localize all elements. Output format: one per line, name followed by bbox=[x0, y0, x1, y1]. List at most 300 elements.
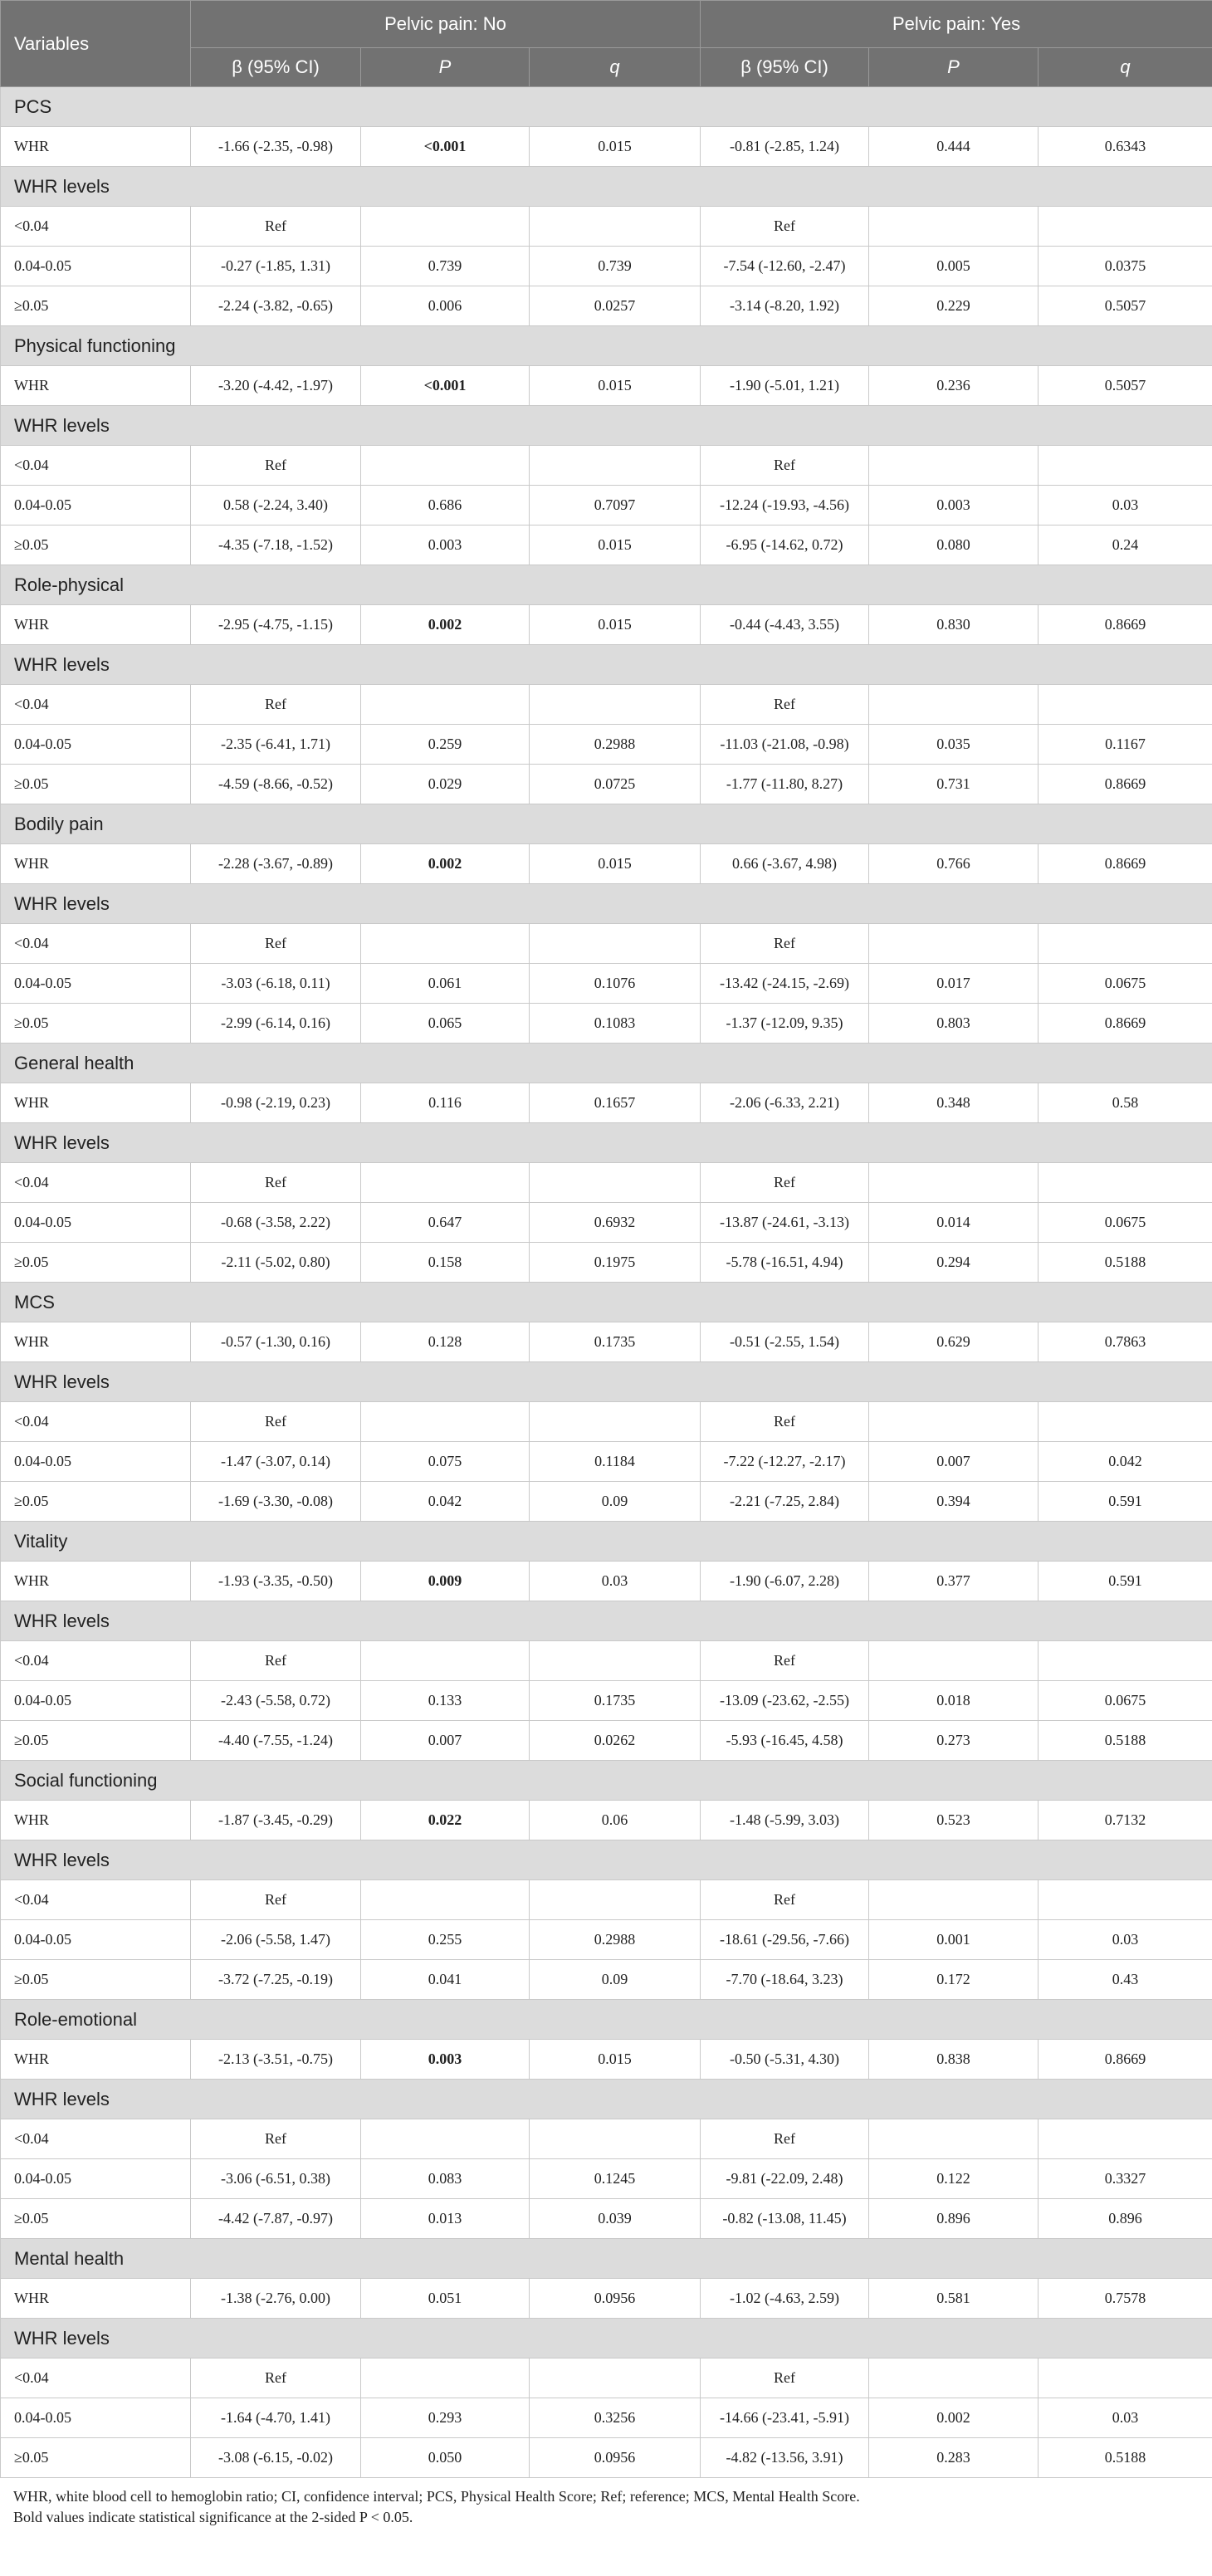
section-title: WHR levels bbox=[1, 645, 1212, 685]
p-value-no bbox=[361, 1641, 530, 1681]
row-label: ≥0.05 bbox=[1, 1243, 191, 1283]
beta-yes: -1.77 (-11.80, 8.27) bbox=[701, 765, 869, 804]
row-label: ≥0.05 bbox=[1, 525, 191, 565]
beta-yes: -2.21 (-7.25, 2.84) bbox=[701, 1482, 869, 1522]
beta-no: Ref bbox=[191, 924, 361, 964]
p-value-yes: 0.283 bbox=[869, 2438, 1039, 2478]
beta-yes: Ref bbox=[701, 685, 869, 725]
p-value-no bbox=[361, 924, 530, 964]
q-value-no: 0.0956 bbox=[530, 2438, 701, 2478]
p-value-no bbox=[361, 127, 530, 167]
beta-yes: 0.66 (-3.67, 4.98) bbox=[701, 844, 869, 884]
table-row bbox=[1, 1442, 1212, 1482]
beta-no: -0.57 (-1.30, 0.16) bbox=[191, 1322, 361, 1362]
p-value-yes: 0.766 bbox=[869, 844, 1039, 884]
table-row bbox=[1, 1322, 1212, 1362]
row-label: ≥0.05 bbox=[1, 1960, 191, 2000]
q-value-no bbox=[530, 1880, 701, 1920]
row-label: 0.04-0.05 bbox=[1, 2159, 191, 2199]
q-value-no: 0.7097 bbox=[530, 486, 701, 525]
table-row bbox=[1, 127, 1212, 167]
table-row bbox=[1, 1641, 1212, 1681]
beta-yes: -5.78 (-16.51, 4.94) bbox=[701, 1243, 869, 1283]
q-value-no: 0.0725 bbox=[530, 765, 701, 804]
p-value-yes: 0.348 bbox=[869, 1083, 1039, 1123]
p-value-yes: 0.830 bbox=[869, 605, 1039, 645]
row-label: <0.04 bbox=[1, 446, 191, 486]
p-value-yes bbox=[869, 207, 1039, 247]
table-row bbox=[1, 964, 1212, 1004]
q-value-no: 0.015 bbox=[530, 605, 701, 645]
p-value-no: 0.259 bbox=[361, 725, 530, 765]
section-title: PCS bbox=[1, 87, 1212, 127]
beta-no: Ref bbox=[191, 446, 361, 486]
q-value-yes: 0.1167 bbox=[1039, 725, 1212, 765]
p-value-no: 0.029 bbox=[361, 765, 530, 804]
row-label: <0.04 bbox=[1, 207, 191, 247]
beta-no: -2.06 (-5.58, 1.47) bbox=[191, 1920, 361, 1960]
q-value-no bbox=[530, 1163, 701, 1203]
beta-no: Ref bbox=[191, 1163, 361, 1203]
q-value-yes: 0.591 bbox=[1039, 1562, 1212, 1601]
beta-no: -0.27 (-1.85, 1.31) bbox=[191, 247, 361, 286]
beta-no: Ref bbox=[191, 685, 361, 725]
row-label: WHR bbox=[1, 1083, 191, 1123]
row-label: 0.04-0.05 bbox=[1, 964, 191, 1004]
p-value-yes: 0.444 bbox=[869, 127, 1039, 167]
table-row bbox=[1, 725, 1212, 765]
row-label: WHR bbox=[1, 844, 191, 884]
beta-no: -1.47 (-3.07, 0.14) bbox=[191, 1442, 361, 1482]
beta-no: -3.72 (-7.25, -0.19) bbox=[191, 1960, 361, 2000]
row-label: 0.04-0.05 bbox=[1, 1203, 191, 1243]
table-row bbox=[1, 2040, 1212, 2080]
table-row bbox=[1, 525, 1212, 565]
beta-no: Ref bbox=[191, 2119, 361, 2159]
p-value-no bbox=[361, 605, 530, 645]
q-value-yes: 0.7578 bbox=[1039, 2279, 1212, 2319]
section-title: Physical functioning bbox=[1, 326, 1212, 366]
p-value-no: 0.003 bbox=[361, 525, 530, 565]
table-row bbox=[1, 486, 1212, 525]
beta-no: -2.99 (-6.14, 0.16) bbox=[191, 1004, 361, 1044]
row-label: 0.04-0.05 bbox=[1, 247, 191, 286]
table-row bbox=[1, 286, 1212, 326]
row-label: <0.04 bbox=[1, 1880, 191, 1920]
table-row bbox=[1, 605, 1212, 645]
q-value-no: 0.0257 bbox=[530, 286, 701, 326]
q-value-yes: 0.0675 bbox=[1039, 1681, 1212, 1721]
table-row bbox=[1, 1801, 1212, 1840]
p-value-no: 0.051 bbox=[361, 2279, 530, 2319]
p-value-yes bbox=[869, 1641, 1039, 1681]
beta-header-yes: β (95% CI) bbox=[701, 48, 869, 87]
beta-yes: -9.81 (-22.09, 2.48) bbox=[701, 2159, 869, 2199]
row-label: 0.04-0.05 bbox=[1, 1681, 191, 1721]
abbreviation-note: WHR, white blood cell to hemoglobin ratio; CI, confidence interval; PCS, Physical Health Score; Ref; reference; MCS, Mental Health Score. bbox=[13, 2488, 860, 2505]
p-value-no bbox=[361, 844, 530, 884]
q-value-no: 0.03 bbox=[530, 1562, 701, 1601]
p-value-yes: 0.017 bbox=[869, 964, 1039, 1004]
section-row bbox=[1, 1522, 1212, 1562]
q-value-no: 0.739 bbox=[530, 247, 701, 286]
beta-header-no: β (95% CI) bbox=[191, 48, 361, 87]
row-label: 0.04-0.05 bbox=[1, 1442, 191, 1482]
row-label: <0.04 bbox=[1, 1641, 191, 1681]
section-title: Bodily pain bbox=[1, 804, 1212, 844]
q-value-yes bbox=[1039, 685, 1212, 725]
section-row bbox=[1, 326, 1212, 366]
q-value-no: 0.015 bbox=[530, 2040, 701, 2080]
q-value-yes: 0.8669 bbox=[1039, 844, 1212, 884]
p-value-no: 0.158 bbox=[361, 1243, 530, 1283]
section-row bbox=[1, 406, 1212, 446]
q-value-yes: 0.5057 bbox=[1039, 366, 1212, 406]
section-title: WHR levels bbox=[1, 884, 1212, 924]
p-value-yes: 0.003 bbox=[869, 486, 1039, 525]
q-value-no: 0.015 bbox=[530, 525, 701, 565]
p-value-yes: 0.294 bbox=[869, 1243, 1039, 1283]
q-value-no bbox=[530, 1402, 701, 1442]
section-title: Role-physical bbox=[1, 565, 1212, 605]
table-header bbox=[1, 1, 1212, 87]
beta-yes: -3.14 (-8.20, 1.92) bbox=[701, 286, 869, 326]
q-value-yes: 0.5057 bbox=[1039, 286, 1212, 326]
p-value-no: 0.739 bbox=[361, 247, 530, 286]
q-value-no bbox=[530, 207, 701, 247]
section-title: Vitality bbox=[1, 1522, 1212, 1562]
q-value-no: 0.015 bbox=[530, 127, 701, 167]
q-value-no: 0.1735 bbox=[530, 1681, 701, 1721]
row-label: ≥0.05 bbox=[1, 765, 191, 804]
beta-yes: Ref bbox=[701, 1641, 869, 1681]
p-value-no bbox=[361, 1402, 530, 1442]
table-row bbox=[1, 2279, 1212, 2319]
beta-no: -1.38 (-2.76, 0.00) bbox=[191, 2279, 361, 2319]
section-title: WHR levels bbox=[1, 2319, 1212, 2358]
q-value-no bbox=[530, 2358, 701, 2398]
beta-no: -2.35 (-6.41, 1.71) bbox=[191, 725, 361, 765]
q-value-no: 0.09 bbox=[530, 1482, 701, 1522]
p-value-no: 0.042 bbox=[361, 1482, 530, 1522]
q-value-yes: 0.042 bbox=[1039, 1442, 1212, 1482]
table-row bbox=[1, 1402, 1212, 1442]
row-label: WHR bbox=[1, 127, 191, 167]
row-label: ≥0.05 bbox=[1, 2199, 191, 2239]
table-row bbox=[1, 207, 1212, 247]
section-row bbox=[1, 1044, 1212, 1083]
beta-yes: -0.51 (-2.55, 1.54) bbox=[701, 1322, 869, 1362]
section-row bbox=[1, 804, 1212, 844]
beta-yes: Ref bbox=[701, 924, 869, 964]
section-title: WHR levels bbox=[1, 406, 1212, 446]
section-title: Mental health bbox=[1, 2239, 1212, 2279]
p-value-yes: 0.014 bbox=[869, 1203, 1039, 1243]
table-row bbox=[1, 1243, 1212, 1283]
p-value-yes: 0.629 bbox=[869, 1322, 1039, 1362]
table-row bbox=[1, 2398, 1212, 2438]
beta-no: 0.58 (-2.24, 3.40) bbox=[191, 486, 361, 525]
q-header-yes: q bbox=[1039, 48, 1212, 87]
section-title: Social functioning bbox=[1, 1761, 1212, 1801]
section-row bbox=[1, 87, 1212, 127]
table-row bbox=[1, 2119, 1212, 2159]
row-label: 0.04-0.05 bbox=[1, 2398, 191, 2438]
q-value-yes: 0.58 bbox=[1039, 1083, 1212, 1123]
section-title: WHR levels bbox=[1, 167, 1212, 207]
p-value-yes: 0.122 bbox=[869, 2159, 1039, 2199]
q-value-no: 0.2988 bbox=[530, 725, 701, 765]
beta-yes: -7.22 (-12.27, -2.17) bbox=[701, 1442, 869, 1482]
section-row bbox=[1, 2000, 1212, 2040]
table-row bbox=[1, 1681, 1212, 1721]
p-value-yes: 0.273 bbox=[869, 1721, 1039, 1761]
row-label: 0.04-0.05 bbox=[1, 725, 191, 765]
p-value-yes bbox=[869, 2119, 1039, 2159]
q-value-yes bbox=[1039, 2358, 1212, 2398]
p-value-no bbox=[361, 366, 530, 406]
beta-no: Ref bbox=[191, 2358, 361, 2398]
p-value-no: 0.065 bbox=[361, 1004, 530, 1044]
q-value-no: 0.1735 bbox=[530, 1322, 701, 1362]
q-value-yes: 0.7132 bbox=[1039, 1801, 1212, 1840]
row-label: WHR bbox=[1, 366, 191, 406]
row-label: ≥0.05 bbox=[1, 2438, 191, 2478]
beta-no: -4.35 (-7.18, -1.52) bbox=[191, 525, 361, 565]
variables-header: Variables bbox=[1, 1, 191, 87]
beta-no: Ref bbox=[191, 1880, 361, 1920]
p-value-no bbox=[361, 685, 530, 725]
beta-yes: Ref bbox=[701, 1402, 869, 1442]
q-value-no bbox=[530, 2119, 701, 2159]
section-title: MCS bbox=[1, 1283, 1212, 1322]
q-value-yes bbox=[1039, 207, 1212, 247]
p-value-no bbox=[361, 2119, 530, 2159]
significant-p-value: 0.002 bbox=[428, 855, 462, 872]
table-row bbox=[1, 1203, 1212, 1243]
q-value-yes: 0.0375 bbox=[1039, 247, 1212, 286]
p-value-yes: 0.007 bbox=[869, 1442, 1039, 1482]
section-row bbox=[1, 1362, 1212, 1402]
beta-no: -3.08 (-6.15, -0.02) bbox=[191, 2438, 361, 2478]
p-value-no: 0.083 bbox=[361, 2159, 530, 2199]
beta-yes: -12.24 (-19.93, -4.56) bbox=[701, 486, 869, 525]
row-label: <0.04 bbox=[1, 1402, 191, 1442]
p-value-yes: 0.018 bbox=[869, 1681, 1039, 1721]
p-value-yes bbox=[869, 1163, 1039, 1203]
table-row bbox=[1, 2438, 1212, 2478]
p-value-no bbox=[361, 1880, 530, 1920]
section-row bbox=[1, 167, 1212, 207]
beta-no: -2.11 (-5.02, 0.80) bbox=[191, 1243, 361, 1283]
significant-p-value: 0.002 bbox=[428, 616, 462, 633]
p-value-yes: 0.523 bbox=[869, 1801, 1039, 1840]
q-value-yes: 0.24 bbox=[1039, 525, 1212, 565]
row-label: WHR bbox=[1, 1562, 191, 1601]
section-row bbox=[1, 1761, 1212, 1801]
section-row bbox=[1, 2319, 1212, 2358]
section-title: WHR levels bbox=[1, 1123, 1212, 1163]
section-title: General health bbox=[1, 1044, 1212, 1083]
beta-yes: -13.09 (-23.62, -2.55) bbox=[701, 1681, 869, 1721]
p-value-yes: 0.803 bbox=[869, 1004, 1039, 1044]
beta-yes: -0.50 (-5.31, 4.30) bbox=[701, 2040, 869, 2080]
section-row bbox=[1, 1123, 1212, 1163]
beta-yes: -1.90 (-5.01, 1.21) bbox=[701, 366, 869, 406]
row-label: ≥0.05 bbox=[1, 1482, 191, 1522]
p-value-yes: 0.236 bbox=[869, 366, 1039, 406]
p-value-no: 0.116 bbox=[361, 1083, 530, 1123]
q-value-yes: 0.591 bbox=[1039, 1482, 1212, 1522]
table-row bbox=[1, 1920, 1212, 1960]
row-label: ≥0.05 bbox=[1, 286, 191, 326]
q-value-yes bbox=[1039, 1880, 1212, 1920]
beta-yes: -0.82 (-13.08, 11.45) bbox=[701, 2199, 869, 2239]
beta-yes: -0.44 (-4.43, 3.55) bbox=[701, 605, 869, 645]
q-value-yes bbox=[1039, 1402, 1212, 1442]
row-label: <0.04 bbox=[1, 2119, 191, 2159]
beta-no: -3.20 (-4.42, -1.97) bbox=[191, 366, 361, 406]
section-title: WHR levels bbox=[1, 2080, 1212, 2119]
beta-yes: -4.82 (-13.56, 3.91) bbox=[701, 2438, 869, 2478]
beta-no: -2.28 (-3.67, -0.89) bbox=[191, 844, 361, 884]
beta-yes: Ref bbox=[701, 2119, 869, 2159]
table-row bbox=[1, 446, 1212, 486]
q-value-yes: 0.5188 bbox=[1039, 1243, 1212, 1283]
p-value-yes: 0.731 bbox=[869, 765, 1039, 804]
q-value-yes bbox=[1039, 2119, 1212, 2159]
table-row bbox=[1, 1482, 1212, 1522]
beta-yes: -1.48 (-5.99, 3.03) bbox=[701, 1801, 869, 1840]
p-header-yes: P bbox=[869, 48, 1039, 87]
table-row bbox=[1, 1083, 1212, 1123]
p-value-no: 0.061 bbox=[361, 964, 530, 1004]
q-value-yes bbox=[1039, 1641, 1212, 1681]
p-value-yes bbox=[869, 446, 1039, 486]
p-value-yes bbox=[869, 1880, 1039, 1920]
table-row bbox=[1, 1960, 1212, 2000]
q-value-no: 0.1076 bbox=[530, 964, 701, 1004]
section-row bbox=[1, 565, 1212, 605]
beta-no: Ref bbox=[191, 1402, 361, 1442]
beta-no: -1.93 (-3.35, -0.50) bbox=[191, 1562, 361, 1601]
q-value-no: 0.2988 bbox=[530, 1920, 701, 1960]
q-value-no: 0.1184 bbox=[530, 1442, 701, 1482]
beta-yes: -13.87 (-24.61, -3.13) bbox=[701, 1203, 869, 1243]
p-value-no: 0.686 bbox=[361, 486, 530, 525]
q-value-no: 0.1245 bbox=[530, 2159, 701, 2199]
table-row bbox=[1, 685, 1212, 725]
beta-no: -2.13 (-3.51, -0.75) bbox=[191, 2040, 361, 2080]
p-value-no bbox=[361, 2358, 530, 2398]
beta-yes: -5.93 (-16.45, 4.58) bbox=[701, 1721, 869, 1761]
beta-yes: -14.66 (-23.41, -5.91) bbox=[701, 2398, 869, 2438]
beta-yes: -11.03 (-21.08, -0.98) bbox=[701, 725, 869, 765]
beta-no: -1.87 (-3.45, -0.29) bbox=[191, 1801, 361, 1840]
beta-yes: Ref bbox=[701, 207, 869, 247]
p-value-no: 0.075 bbox=[361, 1442, 530, 1482]
beta-yes: Ref bbox=[701, 2358, 869, 2398]
p-value-yes bbox=[869, 2358, 1039, 2398]
section-row bbox=[1, 1283, 1212, 1322]
beta-yes: -1.02 (-4.63, 2.59) bbox=[701, 2279, 869, 2319]
q-value-yes: 0.8669 bbox=[1039, 2040, 1212, 2080]
beta-no: -0.68 (-3.58, 2.22) bbox=[191, 1203, 361, 1243]
row-label: 0.04-0.05 bbox=[1, 1920, 191, 1960]
group-no-header: Pelvic pain: No bbox=[191, 1, 701, 48]
beta-no: -1.66 (-2.35, -0.98) bbox=[191, 127, 361, 167]
section-row bbox=[1, 645, 1212, 685]
q-value-no: 0.3256 bbox=[530, 2398, 701, 2438]
beta-no: -4.40 (-7.55, -1.24) bbox=[191, 1721, 361, 1761]
p-value-no: 0.041 bbox=[361, 1960, 530, 2000]
beta-no: -1.69 (-3.30, -0.08) bbox=[191, 1482, 361, 1522]
row-label: 0.04-0.05 bbox=[1, 486, 191, 525]
p-value-no bbox=[361, 2040, 530, 2080]
q-value-no bbox=[530, 446, 701, 486]
section-title: WHR levels bbox=[1, 1362, 1212, 1402]
beta-yes: -0.81 (-2.85, 1.24) bbox=[701, 127, 869, 167]
p-value-yes: 0.229 bbox=[869, 286, 1039, 326]
row-label: ≥0.05 bbox=[1, 1004, 191, 1044]
significant-p-value: 0.003 bbox=[428, 2051, 462, 2067]
table-row bbox=[1, 1562, 1212, 1601]
beta-no: -2.95 (-4.75, -1.15) bbox=[191, 605, 361, 645]
q-value-no: 0.0956 bbox=[530, 2279, 701, 2319]
section-title: WHR levels bbox=[1, 1840, 1212, 1880]
p-value-no: 0.006 bbox=[361, 286, 530, 326]
q-value-yes: 0.0675 bbox=[1039, 1203, 1212, 1243]
p-value-yes: 0.080 bbox=[869, 525, 1039, 565]
significance-note: Bold values indicate statistical significance at the 2-sided P < 0.05. bbox=[13, 2509, 413, 2525]
table-row bbox=[1, 247, 1212, 286]
group-yes-header: Pelvic pain: Yes bbox=[701, 1, 1212, 48]
q-header-no: q bbox=[530, 48, 701, 87]
q-value-yes: 0.03 bbox=[1039, 2398, 1212, 2438]
q-value-yes: 0.43 bbox=[1039, 1960, 1212, 2000]
p-value-yes: 0.838 bbox=[869, 2040, 1039, 2080]
p-value-yes: 0.581 bbox=[869, 2279, 1039, 2319]
table-row bbox=[1, 844, 1212, 884]
p-value-yes: 0.377 bbox=[869, 1562, 1039, 1601]
q-value-no: 0.1975 bbox=[530, 1243, 701, 1283]
q-value-yes: 0.5188 bbox=[1039, 2438, 1212, 2478]
section-row bbox=[1, 1840, 1212, 1880]
q-value-yes bbox=[1039, 924, 1212, 964]
p-value-no bbox=[361, 1163, 530, 1203]
beta-no: -3.06 (-6.51, 0.38) bbox=[191, 2159, 361, 2199]
table-row bbox=[1, 2358, 1212, 2398]
q-value-yes: 0.3327 bbox=[1039, 2159, 1212, 2199]
p-value-no: 0.293 bbox=[361, 2398, 530, 2438]
p-header-no: P bbox=[361, 48, 530, 87]
p-value-no: 0.128 bbox=[361, 1322, 530, 1362]
beta-yes: -18.61 (-29.56, -7.66) bbox=[701, 1920, 869, 1960]
beta-no: -4.42 (-7.87, -0.97) bbox=[191, 2199, 361, 2239]
table-row bbox=[1, 2199, 1212, 2239]
p-value-yes bbox=[869, 685, 1039, 725]
q-value-yes: 0.7863 bbox=[1039, 1322, 1212, 1362]
q-value-yes: 0.8669 bbox=[1039, 765, 1212, 804]
q-value-no: 0.1657 bbox=[530, 1083, 701, 1123]
p-value-no: 0.007 bbox=[361, 1721, 530, 1761]
significant-p-value: 0.022 bbox=[428, 1811, 462, 1828]
section-title: Role-emotional bbox=[1, 2000, 1212, 2040]
beta-yes: -7.70 (-18.64, 3.23) bbox=[701, 1960, 869, 2000]
row-label: WHR bbox=[1, 605, 191, 645]
p-value-no bbox=[361, 1801, 530, 1840]
p-value-yes: 0.394 bbox=[869, 1482, 1039, 1522]
